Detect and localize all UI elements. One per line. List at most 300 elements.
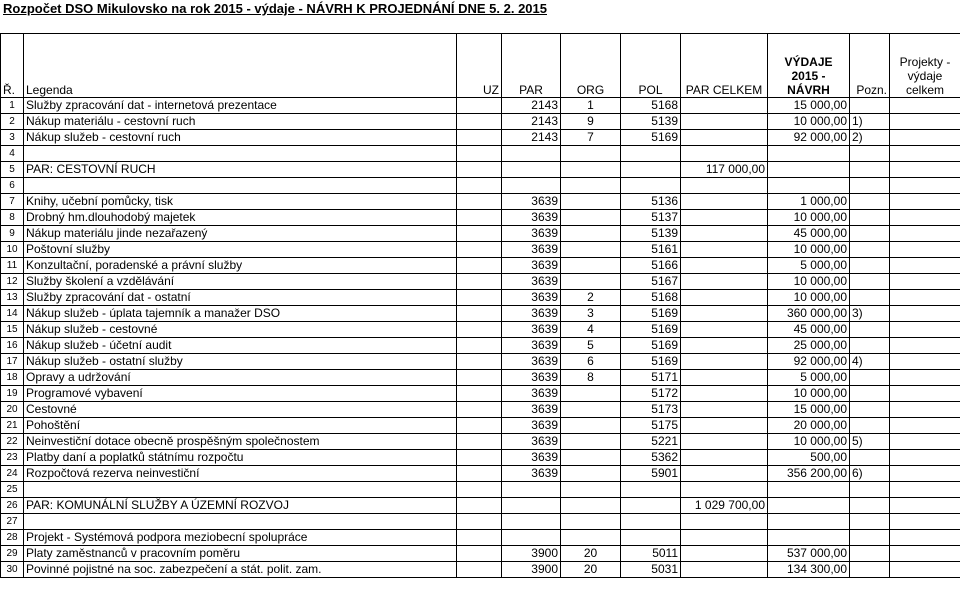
row-legend: Projekt - Systémová podpora meziobecní spolupráce xyxy=(24,530,457,546)
row-org: 3 xyxy=(561,306,621,322)
row-pol xyxy=(621,178,681,194)
row-org: 8 xyxy=(561,370,621,386)
row-projects xyxy=(890,130,960,146)
row-par: 3639 xyxy=(502,466,561,482)
row-par-total xyxy=(681,530,768,546)
table-row xyxy=(1,514,960,530)
row-uz xyxy=(457,354,502,370)
row-par: 3639 xyxy=(502,226,561,242)
row-uz xyxy=(457,322,502,338)
row-legend: Nákup služeb - účetní audit xyxy=(24,338,457,354)
row-number: 9 xyxy=(1,226,24,242)
row-legend: Nákup materiálu - cestovní ruch xyxy=(24,114,457,130)
row-projects xyxy=(890,274,960,290)
row-par-total xyxy=(681,338,768,354)
table-row xyxy=(1,114,960,130)
row-pol: 5139 xyxy=(621,114,681,130)
row-par: 3639 xyxy=(502,386,561,402)
table-row xyxy=(1,562,960,578)
row-expenditure: 45 000,00 xyxy=(768,322,850,338)
table-row xyxy=(1,450,960,466)
row-par: 2143 xyxy=(502,114,561,130)
row-par xyxy=(502,146,561,162)
row-projects xyxy=(890,514,960,530)
row-par: 3639 xyxy=(502,418,561,434)
row-pol xyxy=(621,482,681,498)
row-note xyxy=(850,546,890,562)
row-expenditure: 500,00 xyxy=(768,450,850,466)
row-legend: Pohoštění xyxy=(24,418,457,434)
row-number: 22 xyxy=(1,434,24,450)
row-par-total xyxy=(681,482,768,498)
row-number: 14 xyxy=(1,306,24,322)
row-par-total xyxy=(681,418,768,434)
row-org xyxy=(561,386,621,402)
table-row xyxy=(1,370,960,386)
header-uz: UZ xyxy=(457,34,502,98)
header-org: ORG xyxy=(561,34,621,98)
row-legend: Služby školení a vzdělávání xyxy=(24,274,457,290)
row-projects xyxy=(890,98,960,114)
row-legend: Neinvestiční dotace obecně prospěšným společnostem xyxy=(24,434,457,450)
row-uz xyxy=(457,418,502,434)
row-number: 17 xyxy=(1,354,24,370)
table-row xyxy=(1,194,960,210)
row-pol xyxy=(621,146,681,162)
row-org xyxy=(561,418,621,434)
row-uz xyxy=(457,482,502,498)
row-expenditure xyxy=(768,162,850,178)
row-note xyxy=(850,98,890,114)
row-pol: 5031 xyxy=(621,562,681,578)
row-org xyxy=(561,146,621,162)
row-expenditure: 10 000,00 xyxy=(768,242,850,258)
row-note xyxy=(850,482,890,498)
row-pol: 5173 xyxy=(621,402,681,418)
row-projects xyxy=(890,434,960,450)
row-uz xyxy=(457,210,502,226)
row-note xyxy=(850,258,890,274)
table-row xyxy=(1,386,960,402)
row-projects xyxy=(890,242,960,258)
table-row xyxy=(1,306,960,322)
row-org xyxy=(561,450,621,466)
row-expenditure: 15 000,00 xyxy=(768,98,850,114)
table-row xyxy=(1,418,960,434)
row-projects xyxy=(890,322,960,338)
row-projects xyxy=(890,338,960,354)
row-projects xyxy=(890,386,960,402)
row-uz xyxy=(457,530,502,546)
row-expenditure: 10 000,00 xyxy=(768,434,850,450)
row-par: 3639 xyxy=(502,290,561,306)
table-row xyxy=(1,130,960,146)
row-par xyxy=(502,178,561,194)
row-par: 3639 xyxy=(502,434,561,450)
row-par xyxy=(502,162,561,178)
row-uz xyxy=(457,162,502,178)
row-org: 6 xyxy=(561,354,621,370)
row-par xyxy=(502,514,561,530)
row-number: 27 xyxy=(1,514,24,530)
row-legend: Poštovní služby xyxy=(24,242,457,258)
row-number: 26 xyxy=(1,498,24,514)
table-row xyxy=(1,498,960,514)
row-expenditure xyxy=(768,146,850,162)
row-uz xyxy=(457,562,502,578)
row-note xyxy=(850,146,890,162)
row-par: 3639 xyxy=(502,194,561,210)
row-note: 1) xyxy=(850,114,890,130)
header-note: Pozn. xyxy=(850,34,890,98)
row-par-total: 117 000,00 xyxy=(681,162,768,178)
row-projects xyxy=(890,562,960,578)
row-note xyxy=(850,370,890,386)
row-pol: 5362 xyxy=(621,450,681,466)
row-org: 2 xyxy=(561,290,621,306)
row-note xyxy=(850,178,890,194)
row-org xyxy=(561,434,621,450)
row-pol: 5167 xyxy=(621,274,681,290)
row-legend: Drobný hm.dlouhodobý majetek xyxy=(24,210,457,226)
row-projects xyxy=(890,370,960,386)
table-row xyxy=(1,482,960,498)
row-par-total xyxy=(681,226,768,242)
row-par: 3639 xyxy=(502,242,561,258)
row-note xyxy=(850,194,890,210)
row-projects xyxy=(890,498,960,514)
row-projects xyxy=(890,162,960,178)
row-number: 28 xyxy=(1,530,24,546)
table-row xyxy=(1,258,960,274)
row-par-total: 1 029 700,00 xyxy=(681,498,768,514)
row-projects xyxy=(890,258,960,274)
row-pol: 5161 xyxy=(621,242,681,258)
row-note xyxy=(850,226,890,242)
row-expenditure xyxy=(768,178,850,194)
row-number: 20 xyxy=(1,402,24,418)
row-legend: Nákup služeb - úplata tajemník a manažer DSO xyxy=(24,306,457,322)
row-org xyxy=(561,274,621,290)
row-par: 2143 xyxy=(502,130,561,146)
row-par-total xyxy=(681,434,768,450)
row-number: 8 xyxy=(1,210,24,226)
row-legend xyxy=(24,178,457,194)
row-note xyxy=(850,418,890,434)
row-org xyxy=(561,162,621,178)
table-row xyxy=(1,242,960,258)
row-legend: PAR: KOMUNÁLNÍ SLUŽBY A ÚZEMNÍ ROZVOJ xyxy=(24,498,457,514)
row-org: 20 xyxy=(561,546,621,562)
row-note xyxy=(850,338,890,354)
row-par: 3639 xyxy=(502,450,561,466)
row-org: 4 xyxy=(561,322,621,338)
row-number: 30 xyxy=(1,562,24,578)
row-projects xyxy=(890,530,960,546)
row-uz xyxy=(457,114,502,130)
row-expenditure: 10 000,00 xyxy=(768,210,850,226)
row-legend: Rozpočtová rezerva neinvestiční xyxy=(24,466,457,482)
row-note: 5) xyxy=(850,434,890,450)
row-org xyxy=(561,242,621,258)
table-row xyxy=(1,338,960,354)
row-par-total xyxy=(681,514,768,530)
row-projects xyxy=(890,178,960,194)
row-number: 3 xyxy=(1,130,24,146)
row-number: 10 xyxy=(1,242,24,258)
table-row xyxy=(1,354,960,370)
table-row xyxy=(1,162,960,178)
row-pol: 5166 xyxy=(621,258,681,274)
row-expenditure: 92 000,00 xyxy=(768,130,850,146)
row-par xyxy=(502,530,561,546)
row-uz xyxy=(457,178,502,194)
row-projects xyxy=(890,114,960,130)
row-par-total xyxy=(681,194,768,210)
row-note xyxy=(850,450,890,466)
row-pol xyxy=(621,498,681,514)
row-expenditure: 10 000,00 xyxy=(768,290,850,306)
row-legend: Platby daní a poplatků státnímu rozpočtu xyxy=(24,450,457,466)
row-par-total xyxy=(681,210,768,226)
row-expenditure xyxy=(768,530,850,546)
row-legend: PAR: CESTOVNÍ RUCH xyxy=(24,162,457,178)
row-note xyxy=(850,530,890,546)
row-legend: Cestovné xyxy=(24,402,457,418)
row-par: 3639 xyxy=(502,354,561,370)
row-note: 6) xyxy=(850,466,890,482)
row-pol: 5169 xyxy=(621,338,681,354)
row-expenditure: 10 000,00 xyxy=(768,274,850,290)
row-par-total xyxy=(681,146,768,162)
row-number: 5 xyxy=(1,162,24,178)
row-uz xyxy=(457,386,502,402)
row-number: 7 xyxy=(1,194,24,210)
row-legend: Služby zpracování dat - internetová prezentace xyxy=(24,98,457,114)
row-pol: 5169 xyxy=(621,130,681,146)
row-par: 3639 xyxy=(502,338,561,354)
row-note: 4) xyxy=(850,354,890,370)
row-par-total xyxy=(681,306,768,322)
row-par-total xyxy=(681,370,768,386)
row-pol: 5221 xyxy=(621,434,681,450)
row-uz xyxy=(457,514,502,530)
header-legend: Legenda xyxy=(24,34,457,98)
table-row xyxy=(1,210,960,226)
row-par-total xyxy=(681,402,768,418)
row-projects xyxy=(890,546,960,562)
row-par: 3639 xyxy=(502,306,561,322)
row-org xyxy=(561,178,621,194)
row-number: 15 xyxy=(1,322,24,338)
row-legend: Služby zpracování dat - ostatní xyxy=(24,290,457,306)
row-note xyxy=(850,274,890,290)
row-uz xyxy=(457,402,502,418)
row-pol: 5175 xyxy=(621,418,681,434)
row-pol: 5169 xyxy=(621,354,681,370)
row-legend: Nákup materiálu jinde nezařazený xyxy=(24,226,457,242)
budget-table xyxy=(0,33,960,578)
row-expenditure xyxy=(768,482,850,498)
table-row xyxy=(1,98,960,114)
row-projects xyxy=(890,306,960,322)
row-expenditure: 537 000,00 xyxy=(768,546,850,562)
row-org xyxy=(561,498,621,514)
row-par: 2143 xyxy=(502,98,561,114)
row-note xyxy=(850,514,890,530)
row-par-total xyxy=(681,546,768,562)
row-par-total xyxy=(681,290,768,306)
header-projects: Projekty - výdaje celkem xyxy=(890,34,960,98)
header-par: PAR xyxy=(502,34,561,98)
row-uz xyxy=(457,146,502,162)
row-projects xyxy=(890,210,960,226)
row-expenditure: 356 200,00 xyxy=(768,466,850,482)
row-uz xyxy=(457,306,502,322)
row-par xyxy=(502,482,561,498)
row-uz xyxy=(457,450,502,466)
row-par-total xyxy=(681,450,768,466)
row-pol: 5137 xyxy=(621,210,681,226)
row-note xyxy=(850,402,890,418)
row-number: 2 xyxy=(1,114,24,130)
row-legend xyxy=(24,482,457,498)
row-pol: 5901 xyxy=(621,466,681,482)
row-note: 3) xyxy=(850,306,890,322)
row-expenditure: 134 300,00 xyxy=(768,562,850,578)
row-projects xyxy=(890,466,960,482)
row-projects xyxy=(890,226,960,242)
row-legend: Knihy, učební pomůcky, tisk xyxy=(24,194,457,210)
row-number: 1 xyxy=(1,98,24,114)
row-par-total xyxy=(681,98,768,114)
table-row xyxy=(1,322,960,338)
row-pol xyxy=(621,514,681,530)
row-legend: Opravy a udržování xyxy=(24,370,457,386)
row-projects xyxy=(890,402,960,418)
row-org xyxy=(561,226,621,242)
table-row xyxy=(1,226,960,242)
row-number: 29 xyxy=(1,546,24,562)
row-uz xyxy=(457,370,502,386)
table-row xyxy=(1,530,960,546)
row-note xyxy=(850,562,890,578)
row-legend: Nákup služeb - cestovní ruch xyxy=(24,130,457,146)
row-number: 11 xyxy=(1,258,24,274)
header-row-number: Ř. xyxy=(1,34,24,98)
row-legend: Nákup služeb - ostatní služby xyxy=(24,354,457,370)
row-pol xyxy=(621,162,681,178)
row-par: 3639 xyxy=(502,402,561,418)
table-row xyxy=(1,274,960,290)
row-par-total xyxy=(681,466,768,482)
table-row xyxy=(1,402,960,418)
row-uz xyxy=(457,466,502,482)
row-expenditure: 10 000,00 xyxy=(768,386,850,402)
header-row xyxy=(1,34,960,98)
row-org: 1 xyxy=(561,98,621,114)
row-org xyxy=(561,466,621,482)
row-uz xyxy=(457,194,502,210)
header-pol: POL xyxy=(621,34,681,98)
row-pol: 5011 xyxy=(621,546,681,562)
row-par: 3639 xyxy=(502,210,561,226)
row-number: 6 xyxy=(1,178,24,194)
row-uz xyxy=(457,290,502,306)
row-org: 9 xyxy=(561,114,621,130)
row-number: 13 xyxy=(1,290,24,306)
table-row xyxy=(1,546,960,562)
row-expenditure: 92 000,00 xyxy=(768,354,850,370)
row-projects xyxy=(890,290,960,306)
row-projects xyxy=(890,146,960,162)
row-par xyxy=(502,498,561,514)
table-row xyxy=(1,466,960,482)
row-legend: Povinné pojistné na soc. zabezpečení a stát. polit. zam. xyxy=(24,562,457,578)
row-par: 3639 xyxy=(502,258,561,274)
row-org xyxy=(561,530,621,546)
row-par-total xyxy=(681,130,768,146)
row-par-total xyxy=(681,178,768,194)
row-pol: 5136 xyxy=(621,194,681,210)
row-par: 3639 xyxy=(502,370,561,386)
row-uz xyxy=(457,98,502,114)
row-expenditure: 5 000,00 xyxy=(768,258,850,274)
row-pol: 5169 xyxy=(621,306,681,322)
row-number: 23 xyxy=(1,450,24,466)
row-note xyxy=(850,290,890,306)
row-number: 21 xyxy=(1,418,24,434)
row-uz xyxy=(457,498,502,514)
row-projects xyxy=(890,194,960,210)
row-legend: Nákup služeb - cestovné xyxy=(24,322,457,338)
row-org: 5 xyxy=(561,338,621,354)
row-legend: Programové vybavení xyxy=(24,386,457,402)
row-par-total xyxy=(681,562,768,578)
table-row xyxy=(1,146,960,162)
row-projects xyxy=(890,482,960,498)
row-org xyxy=(561,482,621,498)
row-org: 20 xyxy=(561,562,621,578)
row-note xyxy=(850,322,890,338)
row-par-total xyxy=(681,354,768,370)
row-expenditure xyxy=(768,514,850,530)
row-par-total xyxy=(681,322,768,338)
row-expenditure: 5 000,00 xyxy=(768,370,850,386)
row-org xyxy=(561,210,621,226)
row-org xyxy=(561,258,621,274)
row-number: 16 xyxy=(1,338,24,354)
header-par-total: PAR CELKEM xyxy=(681,34,768,98)
row-pol: 5168 xyxy=(621,290,681,306)
row-note xyxy=(850,242,890,258)
row-org: 7 xyxy=(561,130,621,146)
row-uz xyxy=(457,434,502,450)
row-uz xyxy=(457,546,502,562)
row-uz xyxy=(457,338,502,354)
row-note xyxy=(850,210,890,226)
row-expenditure: 20 000,00 xyxy=(768,418,850,434)
row-org xyxy=(561,514,621,530)
row-pol xyxy=(621,530,681,546)
row-number: 25 xyxy=(1,482,24,498)
document-title: Rozpočet DSO Mikulovsko na rok 2015 - výdaje - NÁVRH K PROJEDNÁNÍ DNE 5. 2. 2015 xyxy=(3,1,547,16)
row-note xyxy=(850,162,890,178)
table-row xyxy=(1,434,960,450)
table-row xyxy=(1,178,960,194)
row-par-total xyxy=(681,114,768,130)
row-legend xyxy=(24,146,457,162)
